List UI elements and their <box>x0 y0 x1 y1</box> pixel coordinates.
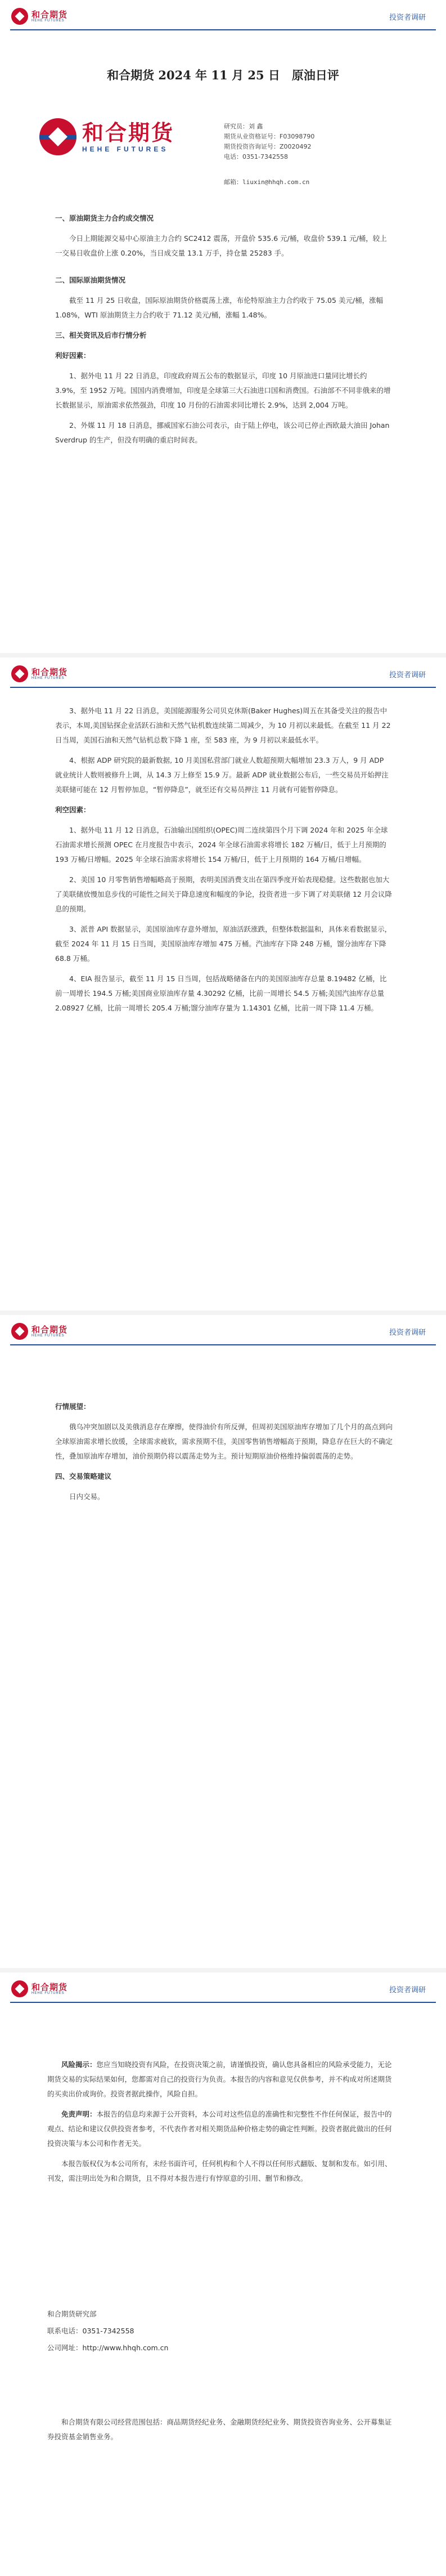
risk-label: 风险揭示： <box>61 2060 97 2069</box>
section-4-title: 四、交易策略建议 <box>55 1472 112 1481</box>
header-logo-en: HEHE FUTURES <box>31 1334 65 1338</box>
brand-logo <box>39 118 174 155</box>
disclaimer-block <box>47 2058 398 2186</box>
investor-link[interactable]: 投资者调研 <box>389 1329 426 1337</box>
analyst-email[interactable]: 邮箱：liuxin@hhqh.com.cn <box>224 178 310 186</box>
hehe-logo-icon <box>11 1323 28 1340</box>
analyst-info <box>224 122 314 162</box>
header-logo-en: HEHE FUTURES <box>31 1992 65 1995</box>
contact-block <box>47 2306 168 2356</box>
bear-title: 利空因素： <box>55 806 91 814</box>
header-logo-cn: 和合期货 <box>31 667 68 677</box>
page-2 <box>0 658 446 1311</box>
section-4-text: 日内交易。 <box>69 1492 105 1501</box>
header-logo-cn: 和合期货 <box>31 1982 68 1992</box>
header-logo <box>11 665 67 682</box>
page-3 <box>0 1315 446 1968</box>
investor-link[interactable]: 投资者调研 <box>389 1986 426 1994</box>
section-2-title: 二、国际原油期货情况 <box>55 276 126 284</box>
risk-text: 您应当知晓投资有风险，在投资决策之前，请谨慎投资，确认您具备相应的风险承受能力，无论期货交易的实际结果如何，您都需对自己的投资行为负责。本报告的内容和意见仅供参考，并不构成对所述期货的买卖出价或询价。投资者据此操作，风险自担。 <box>47 2060 392 2098</box>
header-logo-cn: 和合期货 <box>31 1325 68 1335</box>
header-logo-en: HEHE FUTURES <box>31 19 65 23</box>
contact-website[interactable]: 公司网址：http://www.hhqh.com.cn <box>47 2344 169 2352</box>
report-body-2 <box>55 704 393 1016</box>
header-logo-cn: 和合期货 <box>31 10 68 20</box>
header-divider <box>10 687 436 688</box>
section-2-text: 截至 11 月 25 日收盘，国际原油期货价格震荡上涨，布伦特原油主力合约收于 75.05 美元/桶，涨幅 1.08%，WTI 原油期货主力合约收于 71.12 美元/桶，涨幅 1.48%。 <box>55 296 384 319</box>
contact-company: 和合期货研究部 <box>47 2310 97 2318</box>
bear-item-2: 2、美国 10 月零售销售增幅略高于预期，表明美国消费支出在第四季度开始表现稳健。这些数据也加大了美联储放慢加息步伐的可能性之间关于降息速度和幅度的争论，投资者进一步下调了对美联储 12 月会议降息的预期。 <box>55 875 392 913</box>
company-intro: 和合期货有限公司经营范围包括：商品期货经纪业务、金融期货经纪业务、期货投资咨询业务、公开募集证券投资基金销售业务。 <box>47 2418 392 2441</box>
summary-text: 俄乌冲突加剧以及美俄消息存在摩擦，使得油价有所反弹，但周初美国原油库存增加了几个月的高点到向全球原油需求增长放缓，全球需求疲软，需求预期不佳，美国零售销售增幅高于预期，降息存在巨大的不确定性，叠加原油库存增加，油价预期仍将以震荡走势为主。预计短期原油价格维持偏弱震荡的走势。 <box>55 1423 393 1460</box>
bear-item-1: 1、据外电 11 月 12 日消息，石油输出国组织(OPEC)周二连续第四个月下调 2024 年和 2025 年全球石油需求增长预测 OPEC 在月度报告中表示，2024 年全球石油需求将增长 182 万桶/日，低于上月预期的 193 万桶/日增幅。2025 年全球石油需求将增长 154 万桶/日，低于上月预期的 164 万桶/日增幅。 <box>55 826 388 864</box>
page-header <box>0 1973 446 2007</box>
header-divider <box>10 2002 436 2003</box>
section-1-title: 一、原油期货主力合约成交情况 <box>55 214 154 222</box>
section-3-title: 三、相关资讯及后市行情分析 <box>55 331 147 339</box>
brand-logo-icon <box>39 118 76 155</box>
contact-phone: 联系电话：0351-7342558 <box>47 2327 134 2335</box>
bear-item-3: 3、派普 API 数据显示，美国原油库存意外增加，原油活跃涨跌，但整体数据温和，具体来看数据显示，截至 2024 年 11 月 15 日当周，美国原油库存增加 475 万桶。汽油库存下降 248 万桶，馏分油库存下降 68.8 万桶。 <box>55 925 392 963</box>
bull-item-1: 1、据外电 11 月 22 日消息，印度政府周五公布的数据显示，印度 10 月原油进口量同比增长约 3.9%，至 1952 万吨。国国内消费增加，印度是全球第三大石油进口国和消费国。石油部不不同非俄来的增长数据显示，原油需求依然强劲，印度 10 月份的石油需求同比增长 2.9%，达到 2,004 万吨。 <box>55 372 391 409</box>
bull-item-2: 2、外媒 11 月 18 日消息，挪威国家石油公司表示，由于陆上停电，该公司已停止西欧最大油田 Johan Sverdrup 的生产，但没有明确的重启时间表。 <box>55 421 390 444</box>
brand-name-en: HEHE FUTURES <box>82 145 169 153</box>
page-1 <box>0 0 446 653</box>
disclaimer-text: 本报告的信息均来源于公开资料，本公司对这些信息的准确性和完整性不作任何保证，报告中的观点、结论和建议仅供投资者参考，不代表作者对相关期货品种价格走势的确定性判断。投资者据此做出的任何投资决策与本公司和作者无关。 <box>47 2110 392 2148</box>
report-body-1 <box>55 211 393 448</box>
header-logo <box>11 8 67 25</box>
report-title: 和合期货 2024 年 11 月 25 日 原油日评 <box>107 68 339 82</box>
bull-item-3: 3、据外电 11 月 22 日消息，美国能源服务公司贝克休斯(Baker Hughes)周五在其备受关注的报告中表示，本周,美国钻探企业活跃石油和天然气钻机数连续第二周减少，为 10 月初以来最低。在截至 11 月 22 日当周，美国石油和天然气钻机总数下降 1 座，至 583 座，为 9 月初以来最低水平。 <box>55 706 391 744</box>
bull-title: 利好因素： <box>55 351 91 360</box>
header-logo-en: HEHE FUTURES <box>31 677 65 680</box>
hehe-logo-icon <box>11 8 28 25</box>
hehe-logo-icon <box>11 665 28 682</box>
section-1-text: 今日上期能源交易中心原油主力合约 SC2412 震荡，开盘价 535.6 元/桶，收盘价 539.1 元/桶，较上一交易日收盘价上涨 0.20%，当日成交量 13.1 万手，持仓量 25283 手。 <box>55 234 387 257</box>
copyright-text: 本报告版权仅为本公司所有，未经书面许可，任何机构和个人不得以任何形式翻版、复制和发布。如引用、刊发，需注明出处为和合期货，且不得对本报告进行有悖原意的引用、删节和修改。 <box>47 2159 392 2183</box>
analyst-cert-2: 期货投资咨询证号：Z0020492 <box>224 143 312 150</box>
header-logo <box>11 1323 67 1340</box>
page-header <box>0 0 446 35</box>
page-header <box>0 658 446 692</box>
bull-item-4: 4、根据 ADP 研究院的最新数据, 10 月美国私营部门就业人数超预期大幅增加 23.3 万人，9 月 ADP 就业统计人数则被修升上调，从 14.3 万上修至 15.9 万。最新 ADP 就业数据公布后，一些交易员开始押注美联储可能在 12 月暂停加息，“暂停降息”，就至还有交易员押注 11 月就有可能暂停降息。 <box>55 756 389 794</box>
header-divider <box>10 1344 436 1345</box>
analyst-phone: 电话：0351-7342558 <box>224 153 288 160</box>
analyst-cert-1: 期货从业资格证号：F03098790 <box>224 133 315 140</box>
header-logo <box>11 1980 67 1997</box>
analyst-name: 研究员：刘 鑫 <box>224 123 263 130</box>
hehe-logo-icon <box>11 1980 28 1997</box>
investor-link[interactable]: 投资者调研 <box>389 14 426 22</box>
bear-item-4: 4、EIA 报告显示，截至 11 月 15 日当周，包括战略储备在内的美国原油库存总量 8.19482 亿桶，比前一周增长 194.5 万桶;美国商业原油库存量 4.30292 亿桶，比前一周增长 54.5 万桶;美国汽油库存总量 2.08927 亿桶，比前一周增长 205.4 万桶;馏分油库存量为 1.14301 亿桶，比前一周下降 11.4 万桶。 <box>55 974 387 1012</box>
brand-name-cn: 和合期货 <box>82 120 175 145</box>
investor-link[interactable]: 投资者调研 <box>389 671 426 679</box>
report-body-3 <box>55 1399 393 1504</box>
page-header <box>0 1315 446 1350</box>
disclaimer-label: 免责声明： <box>61 2110 97 2118</box>
header-divider <box>10 29 436 30</box>
summary-title: 行情展望： <box>55 1402 91 1411</box>
